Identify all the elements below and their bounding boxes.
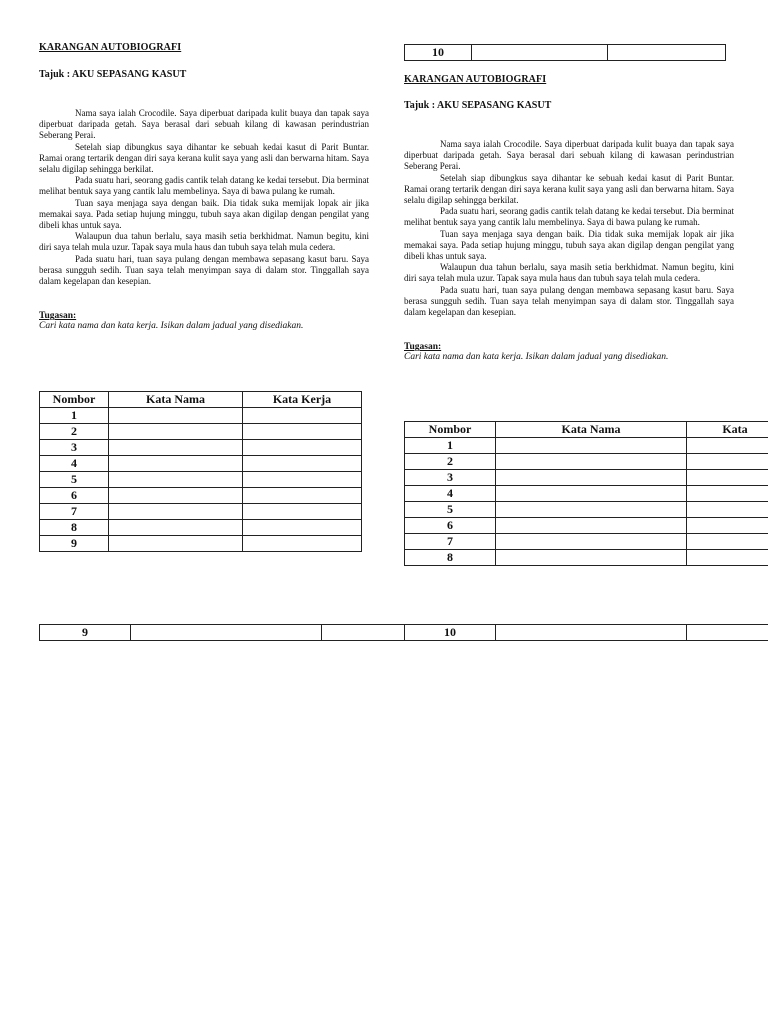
kata-nama-cell[interactable]	[496, 534, 687, 550]
row-number: 4	[405, 486, 496, 502]
kata-nama-cell[interactable]	[109, 440, 243, 456]
task-instruction: Cari kata nama dan kata kerja. Isikan dalam jadual yang disediakan.	[404, 352, 669, 363]
table-row	[40, 520, 362, 536]
header-kata-nama: Kata Nama	[496, 422, 687, 438]
paragraph: Pada suatu hari, seorang gadis cantik telah datang ke kedai tersebut. Dia berminat melihat bentuk saya yang cantik lalu membelinya. Saya di bawa pulang ke rumah.	[39, 175, 369, 197]
table-row	[40, 488, 362, 504]
essay-body	[39, 108, 369, 287]
table-row	[405, 438, 768, 454]
right-column	[404, 74, 734, 362]
bottom-strip-row	[39, 624, 768, 641]
table-row	[40, 504, 362, 520]
row-number: 8	[40, 520, 109, 536]
row-number: 3	[40, 440, 109, 456]
row-number: 5	[405, 502, 496, 518]
table-row	[40, 440, 362, 456]
kata-nama-cell[interactable]	[109, 520, 243, 536]
paragraph: Setelah siap dibungkus saya dihantar ke sebuah kedai kasut di Parit Buntar. Ramai orang tertarik dengan diri saya kerana kulit saya yang asli dan berwarna hitam. Saya selalu digilap sehingga berkilat.	[404, 172, 734, 206]
kata-nama-cell[interactable]	[109, 424, 243, 440]
table-row	[405, 550, 768, 566]
row-number: 8	[405, 550, 496, 566]
kata-kerja-cell[interactable]	[243, 536, 362, 552]
document-heading: KARANGAN AUTOBIOGRAFI	[39, 42, 182, 53]
kata-kerja-cell[interactable]	[687, 454, 768, 470]
row-number: 7	[405, 534, 496, 550]
kata-kerja-cell[interactable]	[243, 488, 362, 504]
paragraph: Pada suatu hari, tuan saya pulang dengan membawa sepasang kasut baru. Saya berasa sungguh sedih. Tuan saya telah menyimpan saya di dalam stor. Tinggallah saya dalam kegelapan dan kesepian.	[39, 253, 369, 287]
paragraph: Tuan saya menjaga saya dengan baik. Dia tidak suka memijak lopak air jika memakai saya. Pada setiap hujung minggu, tubuh saya akan digilap dengan pengilat yang dibeli khas untuk saya.	[39, 197, 369, 231]
kata-kerja-cell[interactable]	[687, 486, 768, 502]
row-number: 9	[40, 536, 109, 552]
kata-nama-cell[interactable]	[496, 470, 687, 486]
table-row	[405, 470, 768, 486]
strip-number-cell: 10	[405, 45, 472, 61]
paragraph: Pada suatu hari, seorang gadis cantik telah datang ke kedai tersebut. Dia berminat melihat bentuk saya yang cantik lalu membelinya. Saya di bawa pulang ke rumah.	[404, 206, 734, 228]
kata-nama-cell[interactable]	[496, 518, 687, 534]
strip-empty-cell	[131, 625, 322, 641]
strip-number-cell: 10	[405, 625, 496, 641]
paragraph: Pada suatu hari, tuan saya pulang dengan membawa sepasang kasut baru. Saya berasa sungguh sedih. Tuan saya telah menyimpan saya di dalam stor. Tinggallah saya dalam kegelapan dan kesepian.	[404, 284, 734, 318]
row-number: 7	[40, 504, 109, 520]
strip-empty-cell	[322, 625, 405, 641]
kata-nama-cell[interactable]	[109, 504, 243, 520]
task-title: Tugasan:	[39, 311, 77, 322]
table-row	[40, 424, 362, 440]
kata-nama-cell[interactable]	[109, 472, 243, 488]
kata-kerja-cell[interactable]	[687, 550, 768, 566]
kata-nama-cell[interactable]	[109, 456, 243, 472]
strip-empty-cell	[687, 625, 768, 641]
kata-kerja-cell[interactable]	[243, 408, 362, 424]
header-kata-kerja: Kata	[687, 422, 768, 438]
table-row	[40, 536, 362, 552]
strip-empty-cell	[472, 45, 608, 61]
kata-kerja-cell[interactable]	[243, 440, 362, 456]
task-section	[404, 342, 734, 362]
document-subtitle: Tajuk : AKU SEPASANG KASUT	[404, 100, 552, 111]
answer-table-right	[404, 421, 768, 566]
kata-kerja-cell[interactable]	[687, 518, 768, 534]
kata-kerja-cell[interactable]	[687, 534, 768, 550]
kata-nama-cell[interactable]	[496, 502, 687, 518]
document-subtitle: Tajuk : AKU SEPASANG KASUT	[39, 69, 187, 80]
header-kata-kerja: Kata Kerja	[243, 392, 362, 408]
table-row	[405, 486, 768, 502]
paragraph: Setelah siap dibungkus saya dihantar ke sebuah kedai kasut di Parit Buntar. Ramai orang tertarik dengan diri saya kerana kulit saya yang asli dan berwarna hitam. Saya selalu digilap sehingga berkilat.	[39, 141, 369, 175]
table-row	[40, 408, 362, 424]
paragraph: Walaupun dua tahun berlalu, saya masih setia berkhidmat. Namun begitu, kini diri saya telah mula uzur. Tapak saya mula haus dan tubuh saya telah mula cedera.	[39, 231, 369, 253]
kata-kerja-cell[interactable]	[687, 470, 768, 486]
row-number: 6	[40, 488, 109, 504]
strip-number-cell: 9	[40, 625, 131, 641]
row-number: 5	[40, 472, 109, 488]
left-column	[39, 42, 369, 331]
paragraph: Nama saya ialah Crocodile. Saya diperbuat daripada kulit buaya dan tapak saya diperbuat daripada getah. Saya berasal dari sebuah kilang di kawasan perindustrian Seberang Perai.	[404, 139, 734, 172]
kata-kerja-cell[interactable]	[243, 424, 362, 440]
row-number: 3	[405, 470, 496, 486]
row-number: 4	[40, 456, 109, 472]
strip-empty-cell	[608, 45, 726, 61]
kata-nama-cell[interactable]	[496, 486, 687, 502]
kata-kerja-cell[interactable]	[687, 438, 768, 454]
table-row	[405, 534, 768, 550]
row-number: 1	[405, 438, 496, 454]
table-row	[405, 454, 768, 470]
document-heading: KARANGAN AUTOBIOGRAFI	[404, 74, 547, 85]
header-kata-nama: Kata Nama	[109, 392, 243, 408]
table-row	[405, 502, 768, 518]
row-number: 2	[40, 424, 109, 440]
table-row	[40, 472, 362, 488]
header-nombor: Nombor	[40, 392, 109, 408]
table-row	[40, 456, 362, 472]
kata-nama-cell[interactable]	[496, 454, 687, 470]
paragraph: Tuan saya menjaga saya dengan baik. Dia tidak suka memijak lopak air jika memakai saya. Pada setiap hujung minggu, tubuh saya akan digilap dengan pengilat yang dibeli khas untuk saya.	[404, 228, 734, 262]
kata-kerja-cell[interactable]	[243, 504, 362, 520]
table-row	[405, 518, 768, 534]
top-strip-row	[404, 44, 726, 61]
kata-kerja-cell[interactable]	[243, 472, 362, 488]
kata-nama-cell[interactable]	[496, 438, 687, 454]
kata-nama-cell[interactable]	[109, 536, 243, 552]
paragraph: Walaupun dua tahun berlalu, saya masih setia berkhidmat. Namun begitu, kini diri saya telah mula uzur. Tapak saya mula haus dan tubuh saya telah mula cedera.	[404, 262, 734, 284]
kata-nama-cell[interactable]	[496, 550, 687, 566]
strip-empty-cell	[496, 625, 687, 641]
task-section	[39, 311, 369, 331]
kata-nama-cell[interactable]	[109, 488, 243, 504]
kata-kerja-cell[interactable]	[243, 520, 362, 536]
kata-kerja-cell[interactable]	[687, 502, 768, 518]
row-number: 6	[405, 518, 496, 534]
paragraph: Nama saya ialah Crocodile. Saya diperbuat daripada kulit buaya dan tapak saya diperbuat daripada getah. Saya berasal dari sebuah kilang di kawasan perindustrian Seberang Perai.	[39, 108, 369, 141]
essay-body	[404, 139, 734, 318]
row-number: 1	[40, 408, 109, 424]
task-title: Tugasan:	[404, 342, 442, 353]
row-number: 2	[405, 454, 496, 470]
kata-nama-cell[interactable]	[109, 408, 243, 424]
answer-table-left	[39, 391, 362, 552]
kata-kerja-cell[interactable]	[243, 456, 362, 472]
header-nombor: Nombor	[405, 422, 496, 438]
task-instruction: Cari kata nama dan kata kerja. Isikan dalam jadual yang disediakan.	[39, 321, 304, 332]
